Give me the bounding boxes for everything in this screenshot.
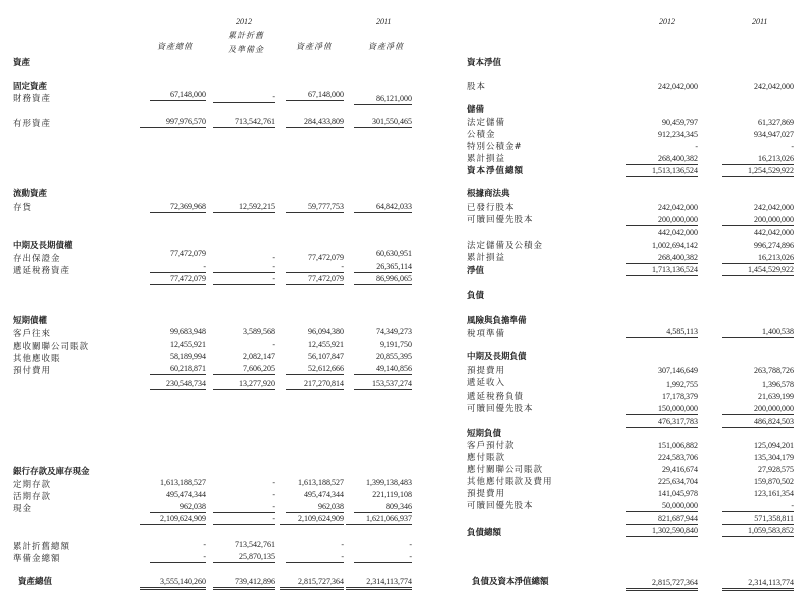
- longterm-debt-heading: 中期及長期負債: [467, 352, 527, 362]
- legal-reserve-2011: 61,327,869: [758, 118, 794, 127]
- inventory-dep: 12,592,215: [213, 202, 275, 213]
- inventory-net2011: 64,842,033: [354, 202, 412, 213]
- deferred-tax-net2012: -: [286, 262, 344, 273]
- capital-reserve-2011: 934,947,027: [754, 130, 794, 139]
- accrued-expenses-label: 預提費用: [467, 366, 506, 376]
- guarantee-deposit-dep: -: [272, 253, 275, 262]
- deferred-income-2011: 1,396,578: [762, 380, 794, 389]
- longterm-total-net2012: 77,472,079: [286, 274, 344, 285]
- right-year-2012-header: 2012: [659, 17, 675, 26]
- related-receivable-label: 應收關聯公司賬款: [13, 342, 90, 352]
- accumulated-pl-label: 累計損益: [467, 154, 506, 164]
- grand-total-label: 負債及資本淨值總額: [472, 577, 549, 587]
- share-capital-2012: 242,042,000: [658, 82, 698, 91]
- other-receivable-label: 其他應收賬: [13, 354, 61, 364]
- total-assets-net2011: 2,314,113,774: [346, 577, 412, 590]
- related-receivable-gross: 12,455,921: [170, 340, 206, 349]
- col-header-net-2011: 資產淨值: [368, 42, 404, 51]
- shortterm-total-gross: 230,548,734: [150, 379, 206, 390]
- demand-deposit-label: 活期存款: [13, 492, 52, 502]
- related-receivable-dep: -: [272, 340, 275, 349]
- accumulated-pl2-2012: 268,400,382: [626, 253, 698, 264]
- tangible-assets-dep: 713,542,761: [213, 117, 275, 128]
- cash-net2011: 809,346: [354, 502, 412, 513]
- reserve-total-net2011: -: [354, 552, 412, 563]
- section-equity: 資本淨值: [467, 58, 502, 68]
- total-equity-2012: 1,513,136,524: [626, 166, 698, 177]
- redeemable-pref2-2011: 200,000,000: [722, 404, 794, 415]
- right-year-2011-header: 2011: [752, 17, 768, 26]
- redeemable-pref-2011: 200,000,000: [722, 215, 794, 226]
- longterm-total-dep: -: [213, 274, 275, 285]
- reserve-total-label: 準備金總額: [13, 554, 61, 564]
- time-deposit-gross: 1,613,188,527: [160, 478, 206, 487]
- total-assets-net2012: 2,815,727,364: [280, 577, 344, 590]
- demand-deposit-net2011: 221,119,108: [372, 490, 412, 499]
- tax-provision-label: 稅項準備: [467, 329, 506, 339]
- guarantee-deposit-label: 存出保證金: [13, 254, 61, 264]
- capital-reserve-label: 公積金: [467, 130, 496, 140]
- accumulated-pl-2012: 268,400,382: [626, 154, 698, 165]
- payables-2012: 224,583,706: [658, 453, 698, 462]
- deferred-income-2012: 1,992,755: [666, 380, 698, 389]
- reserve-total-net2012: -: [286, 552, 344, 563]
- related-receivable-net2012: 12,455,921: [308, 340, 344, 349]
- guarantee-deposit-net2011: 60,630,951: [376, 249, 412, 258]
- longterm-receivables-heading: 中期及長期債權: [13, 241, 73, 251]
- other-payables-2011: 159,870,502: [754, 477, 794, 486]
- customer-advances-2011: 125,094,201: [754, 441, 794, 450]
- prepaid-gross: 60,218,871: [150, 364, 206, 375]
- time-deposit-dep: -: [272, 478, 275, 487]
- customers-net2012: 96,094,380: [308, 327, 344, 336]
- customers-gross: 99,683,948: [170, 327, 206, 336]
- total-liabilities-label: 負債總額: [467, 528, 502, 538]
- cash-total-net2012: 2,109,624,909: [280, 514, 344, 525]
- special-reserve-2011: -: [791, 142, 794, 151]
- acc-depreciation-label: 累計折舊總額: [13, 542, 71, 552]
- net-value-label: 淨值: [467, 266, 485, 276]
- cash-label: 現金: [13, 504, 33, 514]
- deferred-income-label: 遞延收入: [467, 378, 506, 388]
- cash-net2012: 962,038: [286, 502, 344, 513]
- reserves-heading: 儲備: [467, 105, 485, 115]
- accumulated-pl2-label: 累計損益: [467, 253, 506, 263]
- customers-dep: 3,589,568: [243, 327, 275, 336]
- accrued-expenses2-2012: 141,045,978: [658, 489, 698, 498]
- shortterm-liab-total-2012: 821,687,944: [626, 514, 698, 525]
- accrued-expenses-2011: 263,788,726: [754, 366, 794, 375]
- acc-depreciation-dep: 713,542,761: [235, 540, 275, 549]
- section-liabilities: 負債: [467, 291, 485, 301]
- tangible-assets-net2011: 301,550,465: [354, 117, 412, 128]
- shortterm-total-dep: 13,277,920: [213, 379, 275, 390]
- year-2011-header: 2011: [376, 17, 392, 26]
- inventory-gross: 72,369,968: [150, 202, 206, 213]
- total-liabilities-2011: 1,059,583,852: [722, 526, 794, 537]
- cash-total-net2011: 1,621,066,937: [346, 514, 412, 525]
- shortterm-total-net2012: 217,270,814: [286, 379, 344, 390]
- deferred-tax-liab-2012: 17,178,379: [662, 392, 698, 401]
- time-deposit-label: 定期存款: [13, 480, 52, 490]
- customers-label: 客戶往來: [13, 329, 52, 339]
- financial-assets-net2011: 86,121,000: [354, 94, 412, 105]
- other-receivable-net2012: 56,107,847: [308, 352, 344, 361]
- redeemable-pref2-2012: 150,000,000: [626, 404, 698, 415]
- financial-assets-dep: -: [213, 92, 275, 103]
- deferred-tax-liab-label: 遞延稅務負債: [467, 392, 525, 402]
- redeemable-pref3-2012: 50,000,000: [626, 501, 698, 512]
- special-reserve-2012: -: [695, 142, 698, 151]
- other-payables-label: 其他應付賬款及費用: [467, 477, 553, 487]
- shortterm-debt-heading: 短期負債: [467, 429, 502, 439]
- longterm-total-net2011: 86,996,065: [354, 274, 412, 285]
- col-header-net-2012: 資產淨值: [296, 42, 332, 51]
- tangible-assets-label: 有形資產: [13, 119, 52, 129]
- demand-deposit-net2012: 495,474,344: [304, 490, 344, 499]
- legal-reserve-2012: 90,459,797: [662, 118, 698, 127]
- cash-dep: -: [213, 502, 275, 513]
- redeemable-pref2-label: 可贖回優先股本: [467, 404, 534, 414]
- total-liabilities-2012: 1,302,590,840: [626, 526, 698, 537]
- related-payable-label: 應付關聯公司賬款: [467, 465, 544, 475]
- deferred-tax-dep: -: [213, 262, 275, 273]
- issued-capital-2011: 242,042,000: [754, 203, 794, 212]
- time-deposit-net2011: 1,399,138,483: [366, 478, 412, 487]
- cash-gross: 962,038: [150, 502, 206, 513]
- time-deposit-net2012: 1,613,188,527: [298, 478, 344, 487]
- demand-deposit-gross: 495,474,344: [166, 490, 206, 499]
- total-equity-2011: 1,254,529,922: [722, 166, 794, 177]
- acc-depreciation-net2012: -: [341, 540, 344, 549]
- accrued-expenses-2012: 307,146,649: [658, 366, 698, 375]
- net-value-2012: 1,713,136,524: [626, 265, 698, 276]
- financial-assets-net2012: 67,148,000: [286, 90, 344, 101]
- customers-net2011: 74,349,273: [376, 327, 412, 336]
- redeemable-pref3-label: 可贖回優先股本: [467, 501, 534, 511]
- legal-reserve-label: 法定儲備: [467, 118, 506, 128]
- total-assets-label: 資產總值: [18, 577, 53, 587]
- year-2012-header: 2012: [236, 17, 252, 26]
- customer-advances-2012: 151,006,882: [658, 441, 698, 450]
- tax-provision-2012: 4,585,113: [626, 327, 698, 338]
- shortterm-total-net2011: 153,537,274: [354, 379, 412, 390]
- longterm-liab-total-2011: 486,824,503: [722, 417, 794, 428]
- reserve-total-gross: -: [150, 552, 206, 563]
- prepaid-net2011: 49,140,856: [354, 364, 412, 375]
- other-receivable-net2011: 20,855,395: [376, 352, 412, 361]
- acc-depreciation-gross: -: [203, 540, 206, 549]
- issued-capital-label: 已發行股本: [467, 203, 515, 213]
- legal-capital-2012: 1,002,694,142: [652, 241, 698, 250]
- capital-reserve-2012: 912,234,345: [658, 130, 698, 139]
- issued-capital-2012: 242,042,000: [658, 203, 698, 212]
- col-header-depreciation-2: 及準備金: [228, 45, 264, 54]
- inventory-net2012: 59,777,753: [286, 202, 344, 213]
- grand-total-2012: 2,815,727,364: [626, 578, 698, 591]
- total-assets-gross: 3,555,140,260: [140, 577, 206, 590]
- special-reserve-label: 特別公積金#: [467, 142, 523, 152]
- current-assets-heading: 流動資產: [13, 189, 48, 199]
- net-value-2011: 1,454,529,922: [722, 265, 794, 276]
- legal-capital-2011: 996,274,896: [754, 241, 794, 250]
- subtotal1-2012: 442,042,000: [658, 228, 698, 237]
- guarantee-deposit-net2012: 77,472,079: [308, 253, 344, 262]
- related-payable-2012: 29,416,674: [662, 465, 698, 474]
- inventory-label: 存貨: [13, 203, 33, 213]
- col-header-gross: 資產總值: [157, 42, 193, 51]
- deferred-tax-gross: -: [150, 262, 206, 273]
- bank-cash-heading: 銀行存款及庫存現金: [13, 467, 90, 477]
- longterm-liab-total-2012: 476,317,783: [626, 417, 698, 428]
- tangible-assets-gross: 997,976,570: [140, 117, 206, 128]
- guarantee-deposit-gross: 77,472,079: [170, 249, 206, 258]
- related-payable-2011: 27,928,575: [758, 465, 794, 474]
- demand-deposit-dep: -: [272, 490, 275, 499]
- longterm-total-gross: 77,472,079: [150, 274, 206, 285]
- acc-depreciation-net2011: -: [409, 540, 412, 549]
- commercial-code-heading: 根據商法典: [467, 189, 510, 199]
- col-header-depreciation-1: 累計折舊: [228, 31, 264, 40]
- accrued-expenses2-label: 預提費用: [467, 489, 506, 499]
- other-payables-2012: 225,634,704: [658, 477, 698, 486]
- prepaid-label: 預付費用: [13, 366, 52, 376]
- redeemable-pref-label: 可贖回優先股本: [467, 215, 534, 225]
- share-capital-2011: 242,042,000: [754, 82, 794, 91]
- redeemable-pref3-2011: -: [722, 501, 794, 512]
- prepaid-dep: 7,606,205: [213, 364, 275, 375]
- financial-assets-label: 財務資產: [13, 94, 52, 104]
- other-receivable-gross: 58,189,994: [170, 352, 206, 361]
- cash-total-dep: -: [213, 514, 275, 525]
- subtotal1-2011: 442,042,000: [754, 228, 794, 237]
- other-receivable-dep: 2,082,147: [243, 352, 275, 361]
- payables-2011: 135,304,179: [754, 453, 794, 462]
- reserve-total-dep: 25,870,135: [213, 552, 275, 563]
- financial-assets-gross: 67,148,000: [150, 90, 206, 101]
- deferred-tax-net2011: 26,365,114: [354, 262, 412, 273]
- tax-provision-2011: 1,400,538: [722, 327, 794, 338]
- deferred-tax-assets-label: 遞延稅務資產: [13, 266, 71, 276]
- share-capital-label: 股本: [467, 82, 487, 92]
- payables-label: 應付賬款: [467, 453, 506, 463]
- tangible-assets-net2012: 284,433,809: [286, 117, 344, 128]
- fixed-assets-heading: 固定資產: [13, 82, 48, 92]
- grand-total-2011: 2,314,113,774: [722, 578, 794, 591]
- redeemable-pref-2012: 200,000,000: [626, 215, 698, 226]
- accumulated-pl-2011: 16,213,026: [722, 154, 794, 165]
- total-equity-label: 資本淨值總額: [467, 166, 525, 176]
- section-assets: 資產: [13, 58, 31, 68]
- total-assets-dep: 739,412,896: [213, 577, 275, 590]
- risk-provision-heading: 風險與負擔準備: [467, 316, 527, 326]
- related-receivable-net2011: 9,191,750: [380, 340, 412, 349]
- accumulated-pl2-2011: 16,213,026: [722, 253, 794, 264]
- shortterm-receivables-heading: 短期債權: [13, 316, 48, 326]
- accrued-expenses2-2011: 123,161,354: [754, 489, 794, 498]
- deferred-tax-liab-2011: 21,639,199: [758, 392, 794, 401]
- shortterm-liab-total-2011: 571,358,811: [722, 514, 794, 525]
- customer-advances-label: 客戶預付款: [467, 441, 515, 451]
- legal-capital-label: 法定儲備及公積金: [467, 241, 544, 251]
- prepaid-net2012: 52,612,666: [286, 364, 344, 375]
- cash-total-gross: 2,109,624,909: [140, 514, 206, 525]
